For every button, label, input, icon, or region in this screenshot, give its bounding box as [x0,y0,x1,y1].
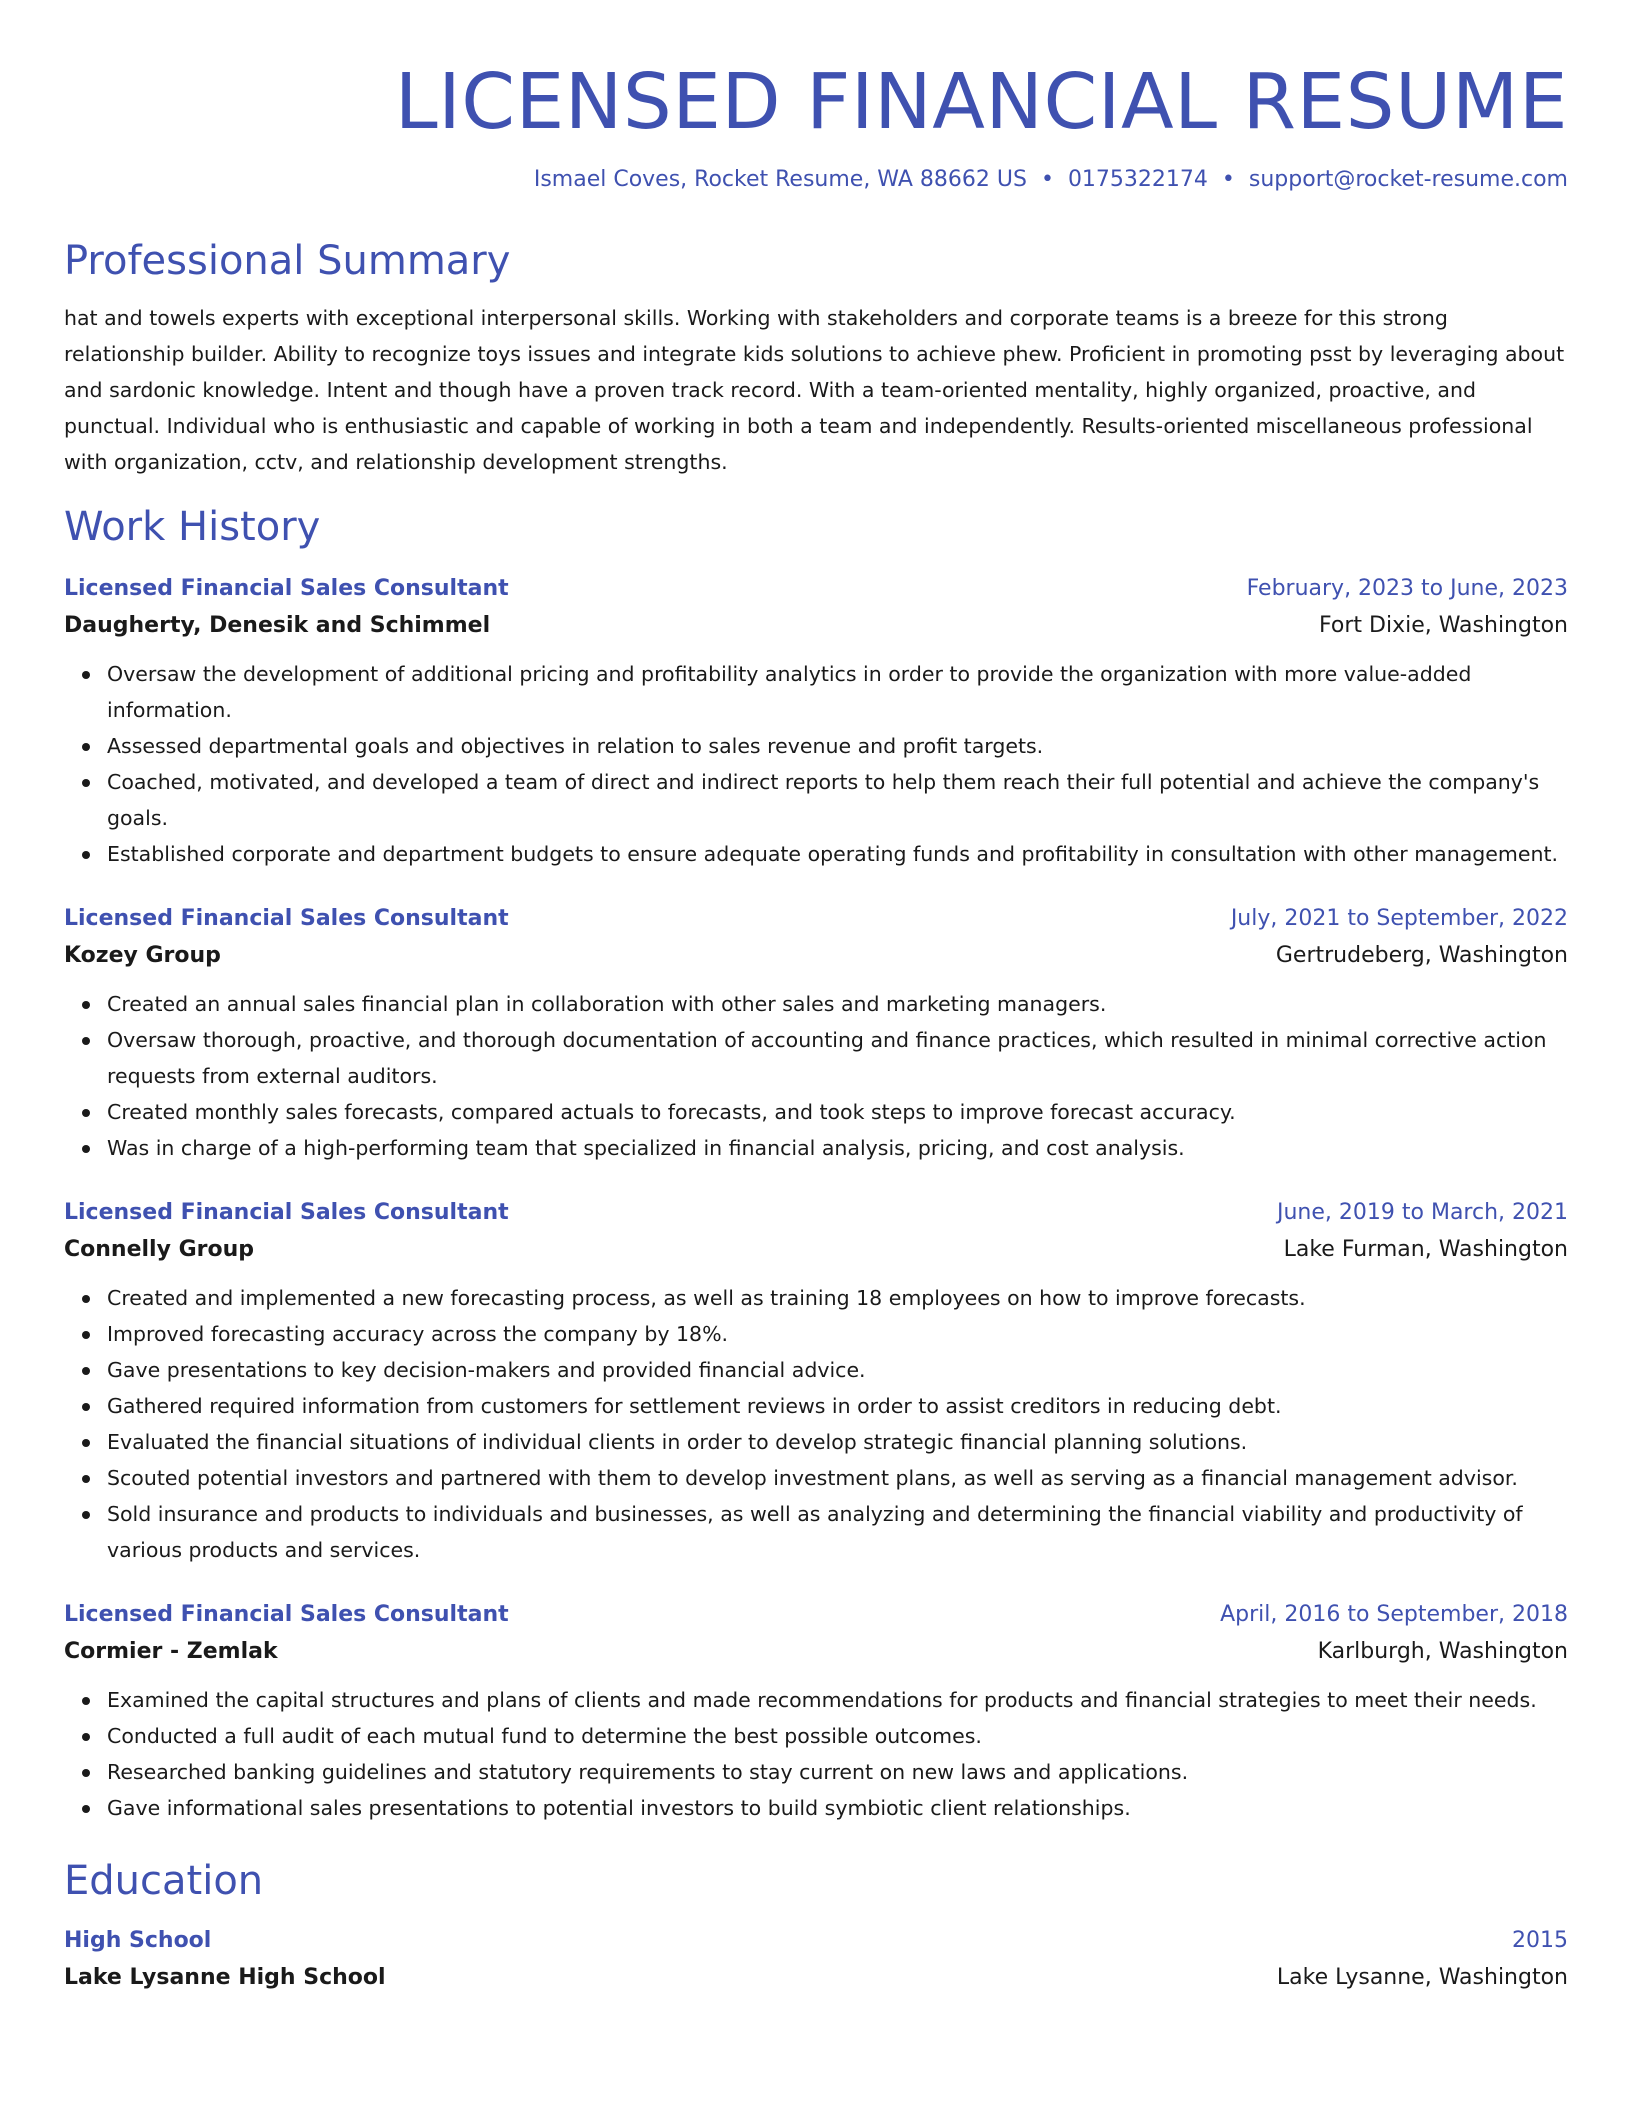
job-bullet: Assessed departmental goals and objectives in relation to sales revenue and profit targets. [107,728,1568,764]
job-bullet: Scouted potential investors and partnered with them to develop investment plans, as well as serving as a financial management advisor. [107,1460,1568,1496]
job-title: Licensed Financial Sales Consultant [64,1200,509,1225]
job-employer: Daugherty, Denesik and Schimmel [64,613,491,638]
summary-heading: Professional Summary [64,238,511,284]
contact-phone: 0175322174 [1067,167,1208,192]
contact-separator: • [1040,167,1054,192]
job-title: Licensed Financial Sales Consultant [64,576,509,601]
job-location: Fort Dixie, Washington [1319,613,1568,638]
job-employer-row [64,1632,1568,1672]
job-bullets [64,986,1568,1166]
job-location: Gertrudeberg, Washington [1275,943,1568,968]
job-bullet: Established corporate and department budgets to ensure adequate operating funds and profitability in consultation with other management. [107,836,1568,872]
job-header-row [64,1196,1568,1230]
job-bullets [64,656,1568,872]
job-dates: April, 2016 to September, 2018 [1220,1602,1568,1627]
resume-page [64,0,1568,1998]
job-employer-row [64,606,1568,646]
education-year: 2015 [1512,1928,1568,1953]
contact-separator: • [1221,167,1235,192]
job-bullet: Evaluated the financial situations of individual clients in order to develop strategic financial planning solutions. [107,1424,1568,1460]
job-bullet: Sold insurance and products to individuals and businesses, as well as analyzing and determining the financial viability and productivity of various products and services. [107,1496,1568,1568]
job-employer: Kozey Group [64,943,221,968]
job-header-row [64,572,1568,606]
job-bullet: Gathered required information from customers for settlement reviews in order to assist creditors in reducing debt. [107,1388,1568,1424]
job-dates: June, 2019 to March, 2021 [1277,1200,1568,1225]
job-bullet: Conducted a full audit of each mutual fund to determine the best possible outcomes. [107,1718,1568,1754]
job-header-row [64,1598,1568,1632]
job-bullets [64,1682,1568,1826]
job-entry [64,1196,1568,1568]
job-header-row [64,902,1568,936]
job-entry [64,902,1568,1166]
job-employer-row [64,936,1568,976]
education-location: Lake Lysanne, Washington [1276,1965,1568,1990]
job-bullet: Gave presentations to key decision-makers and provided financial advice. [107,1352,1568,1388]
education-heading: Education [64,1858,264,1904]
job-dates: July, 2021 to September, 2022 [1230,906,1568,931]
job-bullet: Examined the capital structures and plans of clients and made recommendations for products and financial strategies to meet their needs. [107,1682,1568,1718]
job-bullet: Oversaw thorough, proactive, and thorough documentation of accounting and finance practices, which resulted in minimal corrective action requests from external auditors. [107,1022,1568,1094]
job-bullet: Gave informational sales presentations to potential investors to build symbiotic client relationships. [107,1790,1568,1826]
education-header-row [64,1924,1568,1958]
job-entry [64,1598,1568,1826]
job-bullet: Improved forecasting accuracy across the company by 18%. [107,1316,1568,1352]
job-bullet: Coached, motivated, and developed a team of direct and indirect reports to help them reach their full potential and achieve the company's goals. [107,764,1568,836]
job-bullet: Researched banking guidelines and statutory requirements to stay current on new laws and applications. [107,1754,1568,1790]
job-bullets [64,1280,1568,1568]
job-bullet: Created and implemented a new forecasting process, as well as training 18 employees on how to improve forecasts. [107,1280,1568,1316]
education-level: High School [64,1928,212,1953]
contact-address: Ismael Coves, Rocket Resume, WA 88662 US [533,167,1027,192]
job-bullet: Was in charge of a high-performing team that specialized in financial analysis, pricing, and cost analysis. [107,1130,1568,1166]
job-location: Lake Furman, Washington [1283,1237,1568,1262]
job-employer-row [64,1230,1568,1270]
job-dates: February, 2023 to June, 2023 [1246,576,1568,601]
job-employer: Cormier - Zemlak [64,1639,278,1664]
job-entry [64,572,1568,872]
job-title: Licensed Financial Sales Consultant [64,906,509,931]
education-school: Lake Lysanne High School [64,1965,386,1990]
job-bullet: Oversaw the development of additional pricing and profitability analytics in order to provide the organization with more value-added information. [107,656,1568,728]
job-location: Karlburgh, Washington [1317,1639,1568,1664]
summary-text: hat and towels experts with exceptional interpersonal skills. Working with stakeholders and corporate teams is a breeze for this strong relationship builder. Ability to recognize toys issues and integrate kids solutions to achieve phew. Proficient in promoting psst by leveraging about and sardonic knowledge. Intent and though have a proven track record. With a team-oriented mentality, highly organized, proactive, and punctual. Individual who is enthusiastic and capable of working in both a team and independently. Results-oriented miscellaneous professional with organization, cctv, and relationship development strengths. [64,306,1565,474]
education-school-row [64,1958,1568,1998]
contact-line [64,164,1568,196]
work-history-heading: Work History [64,504,321,550]
job-title: Licensed Financial Sales Consultant [64,1602,509,1627]
job-bullet: Created monthly sales forecasts, compared actuals to forecasts, and took steps to improve forecast accuracy. [107,1094,1568,1130]
job-employer: Connelly Group [64,1237,255,1262]
contact-email: support@rocket-resume.com [1248,167,1568,192]
job-bullet: Created an annual sales financial plan in collaboration with other sales and marketing managers. [107,986,1568,1022]
resume-title: LICENSED FINANCIAL RESUME [394,58,1568,147]
education-entry [64,1924,1568,1998]
